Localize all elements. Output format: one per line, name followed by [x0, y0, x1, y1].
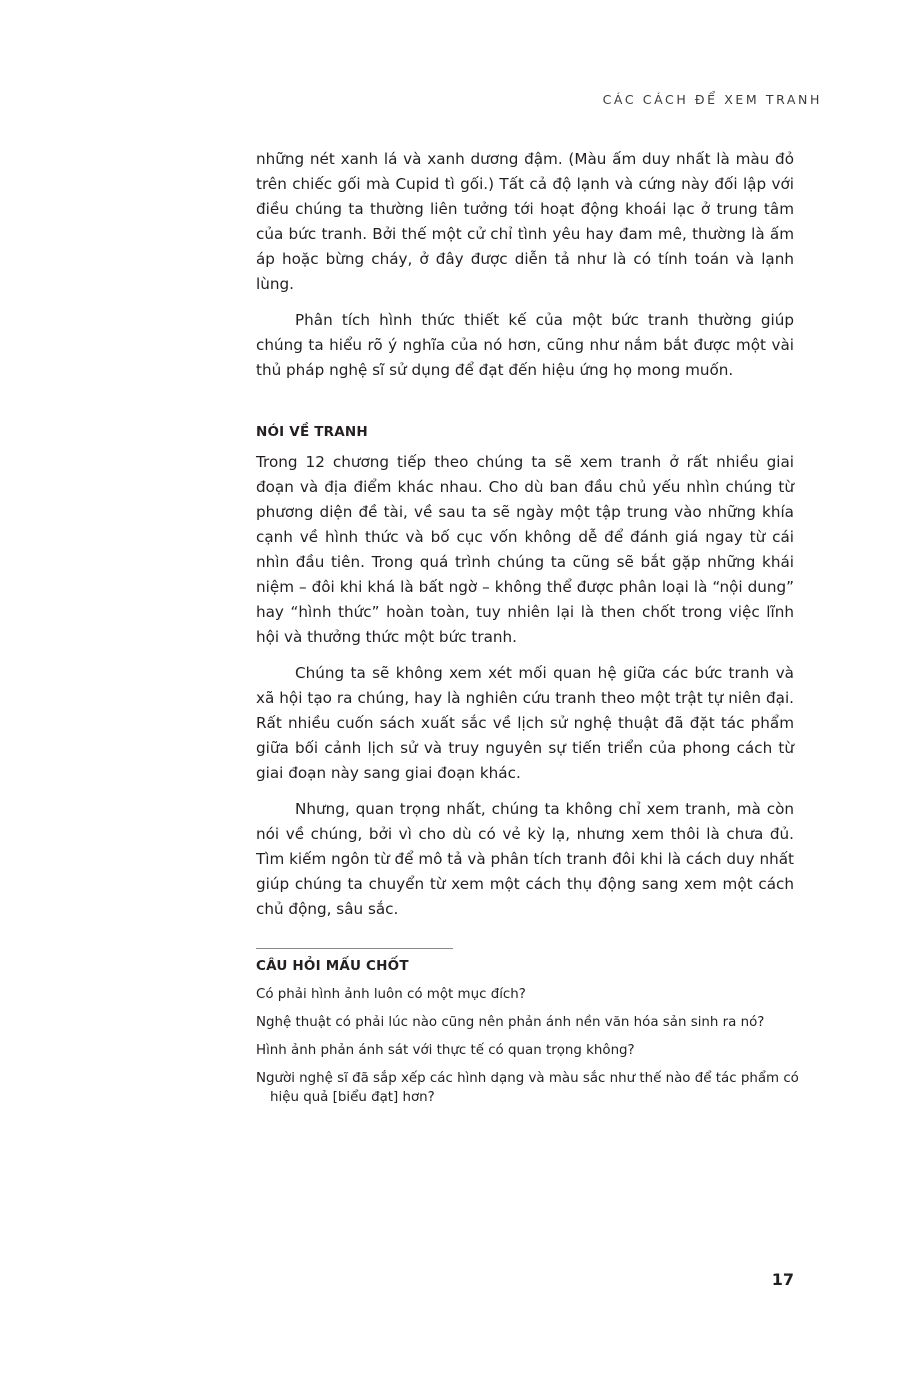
question-item: Người nghệ sĩ đã sắp xếp các hình dạng và màu sắc như thế nào để tác phẩm có hiệu quả [biểu đạt] hơn? [256, 1071, 799, 1105]
question-item: Có phải hình ảnh luôn có một mục đích? [256, 987, 526, 1002]
body-paragraph: Phân tích hình thức thiết kế của một bức tranh thường giúp chúng ta hiểu rõ ý nghĩa của nó hơn, cũng như nắm bắt được một vài thủ pháp nghệ sĩ sử dụng để đạt đến hiệu ứng họ mong muốn. [256, 311, 794, 379]
question-item: Hình ảnh phản ánh sát với thực tế có quan trọng không? [256, 1043, 635, 1058]
body-paragraph: Trong 12 chương tiếp theo chúng ta sẽ xem tranh ở rất nhiều giai đoạn và địa điểm khác nhau. Cho dù ban đầu chủ yếu nhìn chúng từ phương diện đề tài, về sau ta sẽ ngày một tập trung vào những khía cạnh về hình thức và bố cục vốn không dễ để đánh giá ngay từ cái nhìn đầu tiên. Trong quá trình chúng ta cũng sẽ bắt gặp những khái niệm – đôi khi khá là bất ngờ – không thể được phân loại là “nội dung” hay “hình thức” hoàn toàn, tuy nhiên lại là then chốt trong việc lĩnh hội và thưởng thức một bức tranh. [256, 453, 794, 646]
section-heading-key-questions: CÂU HỎI MẤU CHỐT [256, 958, 409, 974]
question-item: Nghệ thuật có phải lúc nào cũng nên phản ánh nền văn hóa sản sinh ra nó? [256, 1015, 765, 1030]
talk-section-text-block [256, 450, 794, 933]
intro-text-block [256, 147, 794, 394]
section-divider [256, 948, 453, 949]
key-questions-list [256, 985, 816, 1116]
body-paragraph: Chúng ta sẽ không xem xét mối quan hệ giữa các bức tranh và xã hội tạo ra chúng, hay là nghiên cứu tranh theo một trật tự niên đại. Rất nhiều cuốn sách xuất sắc về lịch sử nghệ thuật đã đặt tác phẩm giữa bối cảnh lịch sử và truy nguyên sự tiến triển của phong cách từ giai đoạn này sang giai đoạn khác. [256, 664, 794, 782]
running-header-title: CÁC CÁCH ĐỂ XEM TRANH [602, 92, 822, 107]
section-heading-talk-about-paintings: NÓI VỀ TRANH [256, 424, 368, 440]
page-number: 17 [771, 1270, 794, 1289]
body-paragraph: những nét xanh lá và xanh dương đậm. (Màu ấm duy nhất là màu đỏ trên chiếc gối mà Cupid tì gối.) Tất cả độ lạnh và cứng này đối lập với điều chúng ta thường liên tưởng tới hoạt động khoái lạc ở trung tâm của bức tranh. Bởi thế một cử chỉ tình yêu hay đam mê, thường là ấm áp hoặc bừng cháy, ở đây được diễn tả như là có tính toán và lạnh lùng. [256, 150, 794, 293]
body-paragraph: Nhưng, quan trọng nhất, chúng ta không chỉ xem tranh, mà còn nói về chúng, bởi vì cho dù có vẻ kỳ lạ, nhưng xem thôi là chưa đủ. Tìm kiếm ngôn từ để mô tả và phân tích tranh đôi khi là cách duy nhất giúp chúng ta chuyển từ xem một cách thụ động sang xem một cách chủ động, sâu sắc. [256, 800, 794, 918]
